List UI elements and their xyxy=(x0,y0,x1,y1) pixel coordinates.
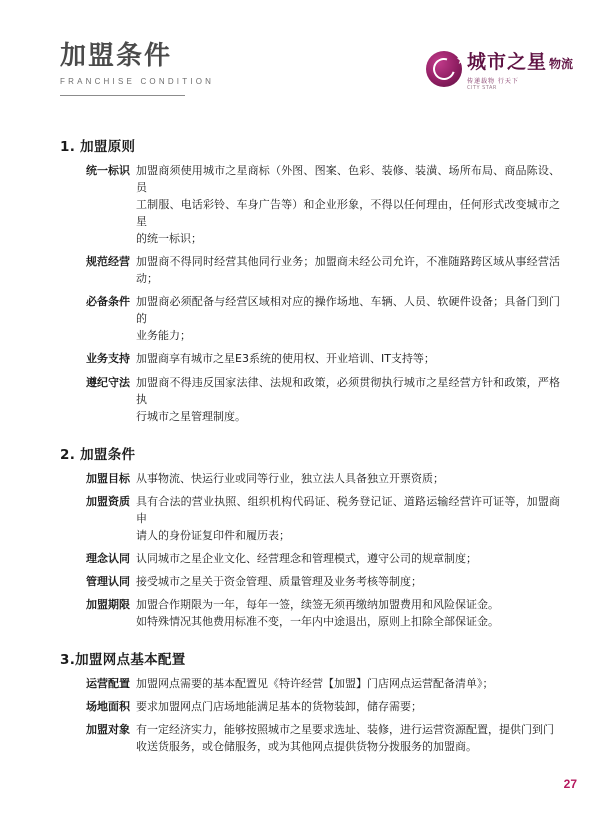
page-subtitle: FRANCHISE CONDITION xyxy=(60,76,215,86)
logo-name-cn-small: 物流 xyxy=(548,57,573,71)
row-line: 加盟网点需要的基本配置见《特许经营【加盟】门店网点运营配备清单》； xyxy=(136,677,494,691)
row-label: 统一标识 xyxy=(86,164,130,177)
definition-row xyxy=(60,550,560,567)
definition-row xyxy=(60,596,560,630)
row-text xyxy=(136,698,560,715)
row-text xyxy=(136,675,560,692)
row-label: 场地面积 xyxy=(86,700,130,714)
definition-row xyxy=(60,470,560,487)
logo-name-cn: 城市之星 xyxy=(466,51,547,73)
row-label: 管理认同 xyxy=(86,574,130,588)
row-text xyxy=(136,162,560,247)
row-line: 加盟商须使用城市之星商标（外图、图案、色彩、装修、装潢、场所布局、商品陈设、员 xyxy=(136,164,560,195)
row-text xyxy=(136,573,560,590)
title-divider xyxy=(60,95,185,96)
logo-mark-icon: ★ xyxy=(426,51,462,87)
company-logo xyxy=(426,48,573,90)
page-title: 加盟条件 xyxy=(60,41,173,71)
definition-row xyxy=(60,253,560,287)
section-franchise-principles xyxy=(60,135,560,425)
row-line: 要求加盟网点门店场地能满足基本的货物装卸，储存需要； xyxy=(136,700,422,714)
row-text xyxy=(136,253,560,287)
row-line: 从事物流、快运行业或同等行业，独立法人具备独立开票资质； xyxy=(136,471,444,485)
row-text xyxy=(136,493,560,544)
row-line: 加盟商不得同时经营其他同行业务；加盟商未经公司允许，不准随路跨区域从事经营活动； xyxy=(136,255,560,286)
definition-row xyxy=(60,374,560,425)
row-line: 加盟商享有城市之星E3系统的使用权、开业培训、IT支持等； xyxy=(136,352,435,366)
logo-text-block xyxy=(467,47,573,91)
row-label: 规范经营 xyxy=(86,255,130,269)
row-label: 加盟目标 xyxy=(86,471,130,485)
definition-row xyxy=(60,698,560,715)
definition-row xyxy=(60,493,560,544)
definition-row xyxy=(60,675,560,692)
row-text xyxy=(136,596,560,630)
page-number: 27 xyxy=(563,777,577,791)
row-line: 认同城市之星企业文化、经营理念和管理模式，遵守公司的规章制度； xyxy=(136,551,477,565)
row-label: 加盟期限 xyxy=(86,597,130,611)
section-franchise-conditions xyxy=(60,443,560,630)
row-label: 加盟资质 xyxy=(86,494,130,508)
row-text xyxy=(136,293,560,344)
section-title: 1. 加盟原则 xyxy=(60,139,136,155)
row-label: 运营配置 xyxy=(86,677,130,691)
row-line: 接受城市之星关于资金管理、质量管理及业务考核等制度； xyxy=(136,574,422,588)
row-line: 如特殊情况其他费用标准不变，一年内中途退出，原则上扣除全部保证金。 xyxy=(136,614,499,628)
row-text xyxy=(136,550,560,567)
row-line: 加盟合作期限为一年，每年一签，续签无须再缴纳加盟费用和风险保证金。 xyxy=(136,597,499,611)
logo-name-en: CITY STAR xyxy=(466,85,497,91)
row-line: 有一定经济实力，能够按照城市之星要求选址、装修，进行运营资源配置，提供门到门 xyxy=(136,723,554,737)
row-label: 业务支持 xyxy=(86,352,130,366)
definition-row xyxy=(60,721,560,755)
row-line: 加盟商不得违反国家法律、法规和政策，必须贯彻执行城市之星经营方针和政策，严格执 xyxy=(136,375,560,406)
row-line: 工制服、电话彩铃、车身广告等）和企业形象，不得以任何理由，任何形式改变城市之星 xyxy=(136,198,560,229)
row-label: 遵纪守法 xyxy=(86,375,130,389)
logo-slogan: 传递载物 行天下 xyxy=(466,78,519,85)
section-outlet-configuration xyxy=(60,648,560,755)
row-label: 必备条件 xyxy=(86,295,130,309)
row-line: 加盟商必须配备与经营区域相对应的操作场地、车辆、人员、软硬件设备；具备门到门的 xyxy=(136,295,560,326)
definition-row xyxy=(60,162,560,247)
row-label: 加盟对象 xyxy=(86,723,130,737)
section-title: 3.加盟网点基本配置 xyxy=(60,652,186,669)
row-line: 具有合法的营业执照、组织机构代码证、税务登记证、道路运输经营许可证等，加盟商申 xyxy=(136,494,560,525)
section-title: 2. 加盟条件 xyxy=(60,446,136,463)
row-label: 理念认同 xyxy=(86,551,130,565)
definition-row xyxy=(60,573,560,590)
row-line: 请人的身份证复印件和履历表； xyxy=(136,528,290,542)
row-line: 行城市之星管理制度。 xyxy=(136,409,246,423)
document-body xyxy=(60,135,560,773)
row-text xyxy=(136,374,560,425)
row-line: 收送货服务，或仓储服务，或为其他网点提供货物分拨服务的加盟商。 xyxy=(136,740,477,754)
row-text xyxy=(136,721,560,755)
definition-row xyxy=(60,350,560,367)
logo-name-row xyxy=(467,47,573,74)
row-text xyxy=(136,350,560,367)
row-line: 业务能力； xyxy=(136,329,191,343)
row-text xyxy=(136,470,560,487)
definition-row xyxy=(60,293,560,344)
row-line: 的统一标识； xyxy=(136,232,202,246)
